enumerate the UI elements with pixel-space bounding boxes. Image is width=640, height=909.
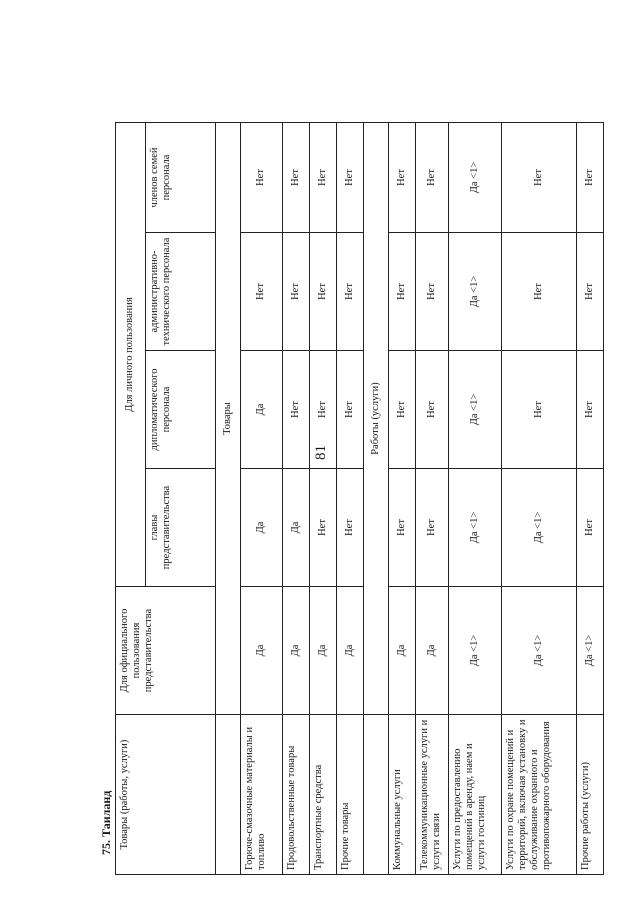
value-cell: Нет (502, 351, 577, 469)
value-cell: Нет (389, 233, 416, 351)
value-cell: Нет (502, 123, 577, 233)
value-cell: Да <1> (502, 587, 577, 715)
table-row (241, 123, 283, 875)
table-row (416, 123, 449, 875)
value-cell: Нет (389, 469, 416, 587)
header-head-of-mission: главы представительства (146, 469, 216, 587)
value-cell: Нет (310, 233, 337, 351)
value-cell: Нет (283, 233, 310, 351)
item-name-cell: Телекоммуникационные услуги и услуги связи (416, 715, 449, 875)
value-cell: Нет (389, 351, 416, 469)
section-spacer-cell (364, 715, 389, 875)
value-cell: Нет (310, 351, 337, 469)
value-cell: Нет (310, 123, 337, 233)
value-cell: Да <1> (449, 233, 502, 351)
table-row (337, 123, 364, 875)
header-family-members: членов семей персонала (146, 123, 216, 233)
value-cell: Нет (241, 123, 283, 233)
item-name-cell: Транспортные средства (310, 715, 337, 875)
value-cell: Да (389, 587, 416, 715)
value-cell: Нет (416, 123, 449, 233)
value-cell: Да <1> (449, 123, 502, 233)
value-cell: Нет (389, 123, 416, 233)
value-cell: Нет (416, 469, 449, 587)
value-cell: Да <1> (449, 351, 502, 469)
header-admin-staff: административно-технического персонала (146, 233, 216, 351)
value-cell: Нет (337, 233, 364, 351)
table-row (283, 123, 310, 875)
value-cell: Да (241, 587, 283, 715)
value-cell: Да <1> (502, 469, 577, 587)
section-spacer-cell (216, 715, 241, 875)
value-cell: Нет (577, 123, 604, 233)
value-cell: Нет (337, 123, 364, 233)
value-cell: Да (337, 587, 364, 715)
value-cell: Нет (577, 351, 604, 469)
table-row (449, 123, 502, 875)
value-cell: Нет (310, 469, 337, 587)
value-cell: Нет (416, 351, 449, 469)
section-row (216, 123, 241, 875)
value-cell: Нет (577, 233, 604, 351)
value-cell: Нет (337, 469, 364, 587)
value-cell: Нет (337, 351, 364, 469)
value-cell: Да <1> (449, 469, 502, 587)
value-cell: Да (283, 469, 310, 587)
table-row (577, 123, 604, 875)
tax-exemption-table (115, 122, 604, 875)
header-diplomatic-staff: дипломатического персонала (146, 351, 216, 469)
table-body (216, 123, 604, 875)
table-row (310, 123, 337, 875)
value-cell: Нет (577, 469, 604, 587)
value-cell: Да (241, 469, 283, 587)
item-name-cell: Прочие товары (337, 715, 364, 875)
section-row (364, 123, 389, 875)
value-cell: Нет (502, 233, 577, 351)
item-name-cell: Услуги по предоставлению помещений в аренду, наем и услуги гостиниц (449, 715, 502, 875)
table-row (389, 123, 416, 875)
document-title: 75. Таиланд (99, 790, 113, 855)
item-name-cell: Услуги по охране помещений и территорий, включая установку и обслуживание охранного и противопожарного оборудования (502, 715, 577, 875)
table-row (502, 123, 577, 875)
header-goods: Товары (работы, услуги) (116, 715, 216, 875)
header-official-use: Для официального пользования представительства (116, 587, 216, 715)
value-cell: Нет (241, 233, 283, 351)
section-title: Работы (услуги) (364, 123, 389, 715)
value-cell: Да (310, 587, 337, 715)
value-cell: Нет (283, 123, 310, 233)
value-cell: Нет (283, 351, 310, 469)
value-cell: Да (241, 351, 283, 469)
value-cell: Да <1> (577, 587, 604, 715)
item-name-cell: Горюче-смазочные материалы и топливо (241, 715, 283, 875)
value-cell: Да (416, 587, 449, 715)
item-name-cell: Прочие работы (услуги) (577, 715, 604, 875)
item-name-cell: Коммунальные услуги (389, 715, 416, 875)
page-number: 81 (313, 445, 329, 460)
item-name-cell: Продовольственные товары (283, 715, 310, 875)
section-title: Товары (216, 123, 241, 715)
rotated-sheet (95, 95, 595, 875)
value-cell: Нет (416, 233, 449, 351)
value-cell: Да (283, 587, 310, 715)
header-personal-use: Для личного пользования (116, 123, 146, 587)
value-cell: Да <1> (449, 587, 502, 715)
